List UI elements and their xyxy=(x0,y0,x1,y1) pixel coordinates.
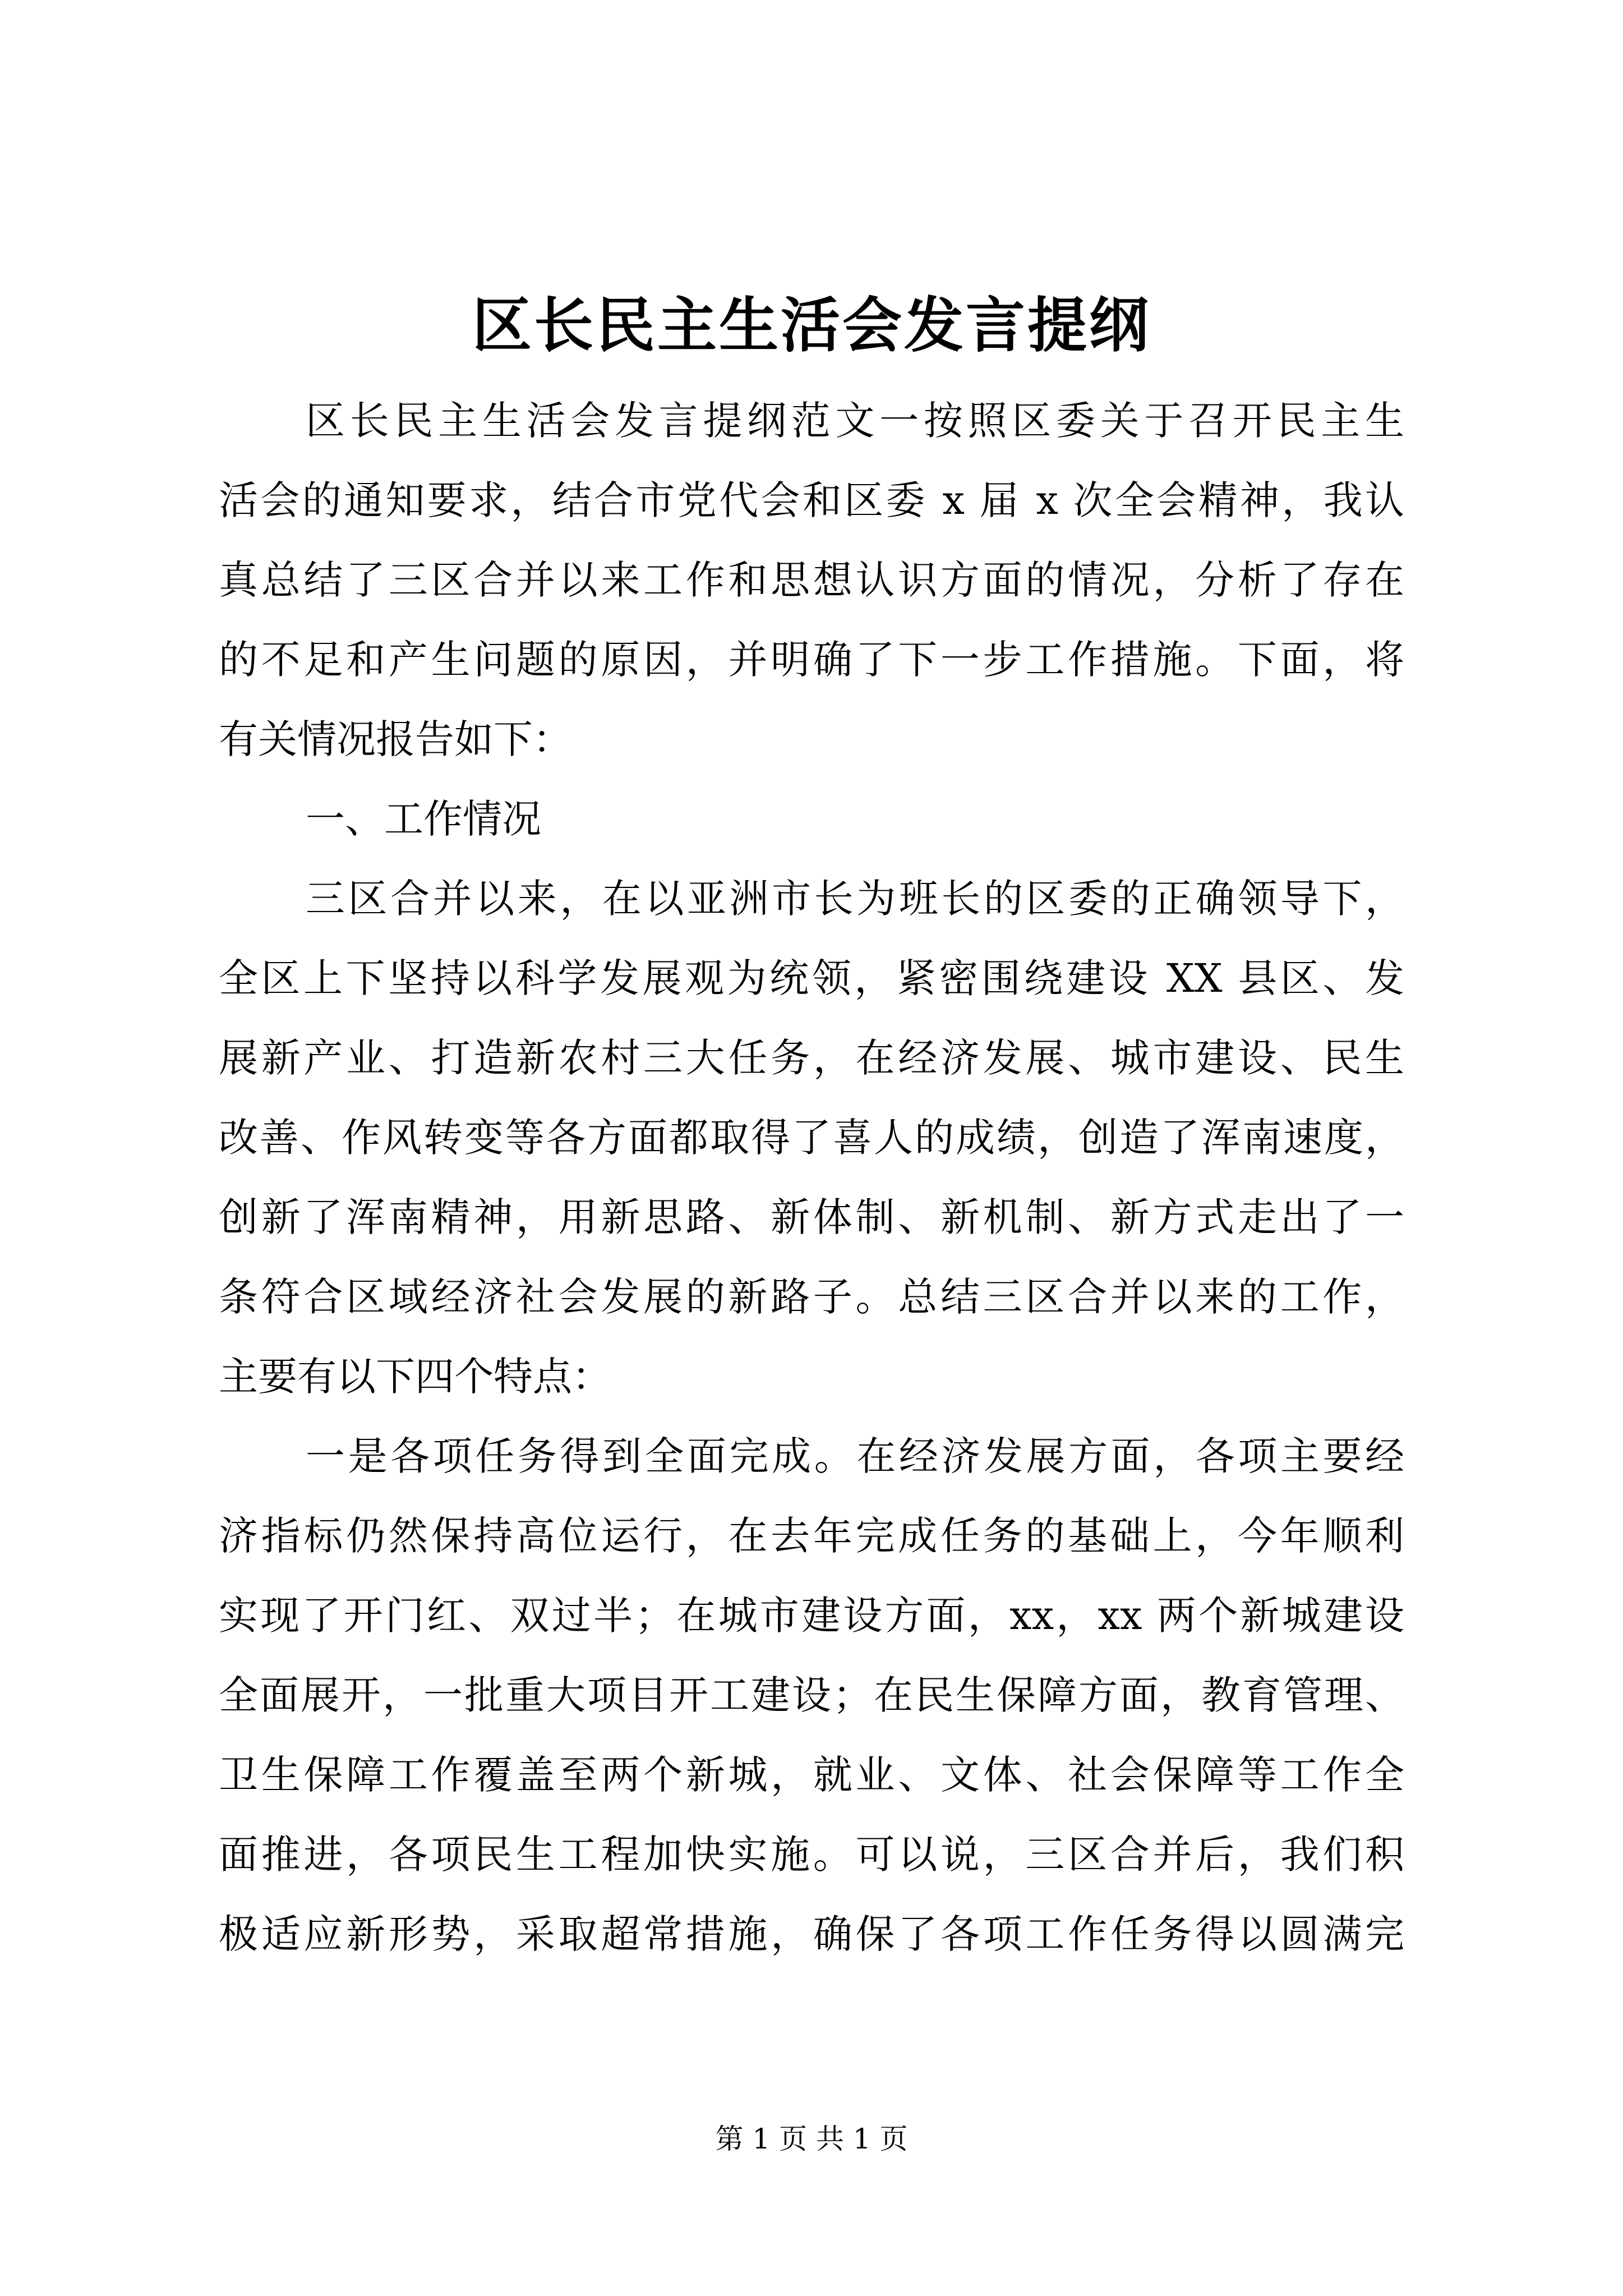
paragraph-line: 的不足和产生问题的原因，并明确了下一步工作措施。下面，将 xyxy=(219,637,1404,683)
paragraph-line: 区长民主生活会发言提纲范文一按照区委关于召开民主生 xyxy=(306,398,1404,444)
paragraph-line: 全面展开，一批重大项目开工建设；在民生保障方面，教育管理、 xyxy=(219,1672,1404,1718)
paragraph-line: 创新了浑南精神，用新思路、新体制、新机制、新方式走出了一 xyxy=(219,1194,1404,1240)
paragraph-line: 面推进，各项民生工程加快实施。可以说，三区合并后，我们积 xyxy=(219,1832,1404,1878)
paragraph-line: 实现了开门红、双过半；在城市建设方面，xx，xx 两个新城建设 xyxy=(219,1593,1404,1639)
paragraph-line: 活会的通知要求，结合市党代会和区委 x 届 x 次全会精神，我认 xyxy=(219,477,1404,523)
paragraph-line: 济指标仍然保持高位运行，在去年完成任务的基础上，今年顺利 xyxy=(219,1513,1404,1559)
paragraph-line: 有关情况报告如下： xyxy=(219,716,572,762)
paragraph-line: 极适应新形势，采取超常措施，确保了各项工作任务得以圆满完 xyxy=(219,1911,1404,1957)
paragraph-line: 条符合区域经济社会发展的新路子。总结三区合并以来的工作， xyxy=(219,1274,1404,1320)
document-title: 区长民主生活会发言提纲 xyxy=(472,290,1151,360)
page-footer: 第 1 页 共 1 页 xyxy=(715,2123,908,2155)
section-heading: 一、工作情况 xyxy=(306,796,541,842)
paragraph-line: 全区上下坚持以科学发展观为统领，紧密围绕建设 XX 县区、发 xyxy=(219,955,1404,1001)
paragraph-line: 三区合并以来，在以亚洲市长为班长的区委的正确领导下， xyxy=(306,876,1404,922)
paragraph-line: 一是各项任务得到全面完成。在经济发展方面，各项主要经 xyxy=(306,1433,1404,1479)
paragraph-line: 真总结了三区合并以来工作和思想认识方面的情况，分析了存在 xyxy=(219,557,1404,603)
paragraph-line: 主要有以下四个特点： xyxy=(219,1354,611,1400)
paragraph-line: 改善、作风转变等各方面都取得了喜人的成绩，创造了浑南速度， xyxy=(219,1115,1404,1161)
paragraph-line: 展新产业、打造新农村三大任务，在经济发展、城市建设、民生 xyxy=(219,1035,1404,1081)
paragraph-line: 卫生保障工作覆盖至两个新城，就业、文体、社会保障等工作全 xyxy=(219,1752,1404,1798)
